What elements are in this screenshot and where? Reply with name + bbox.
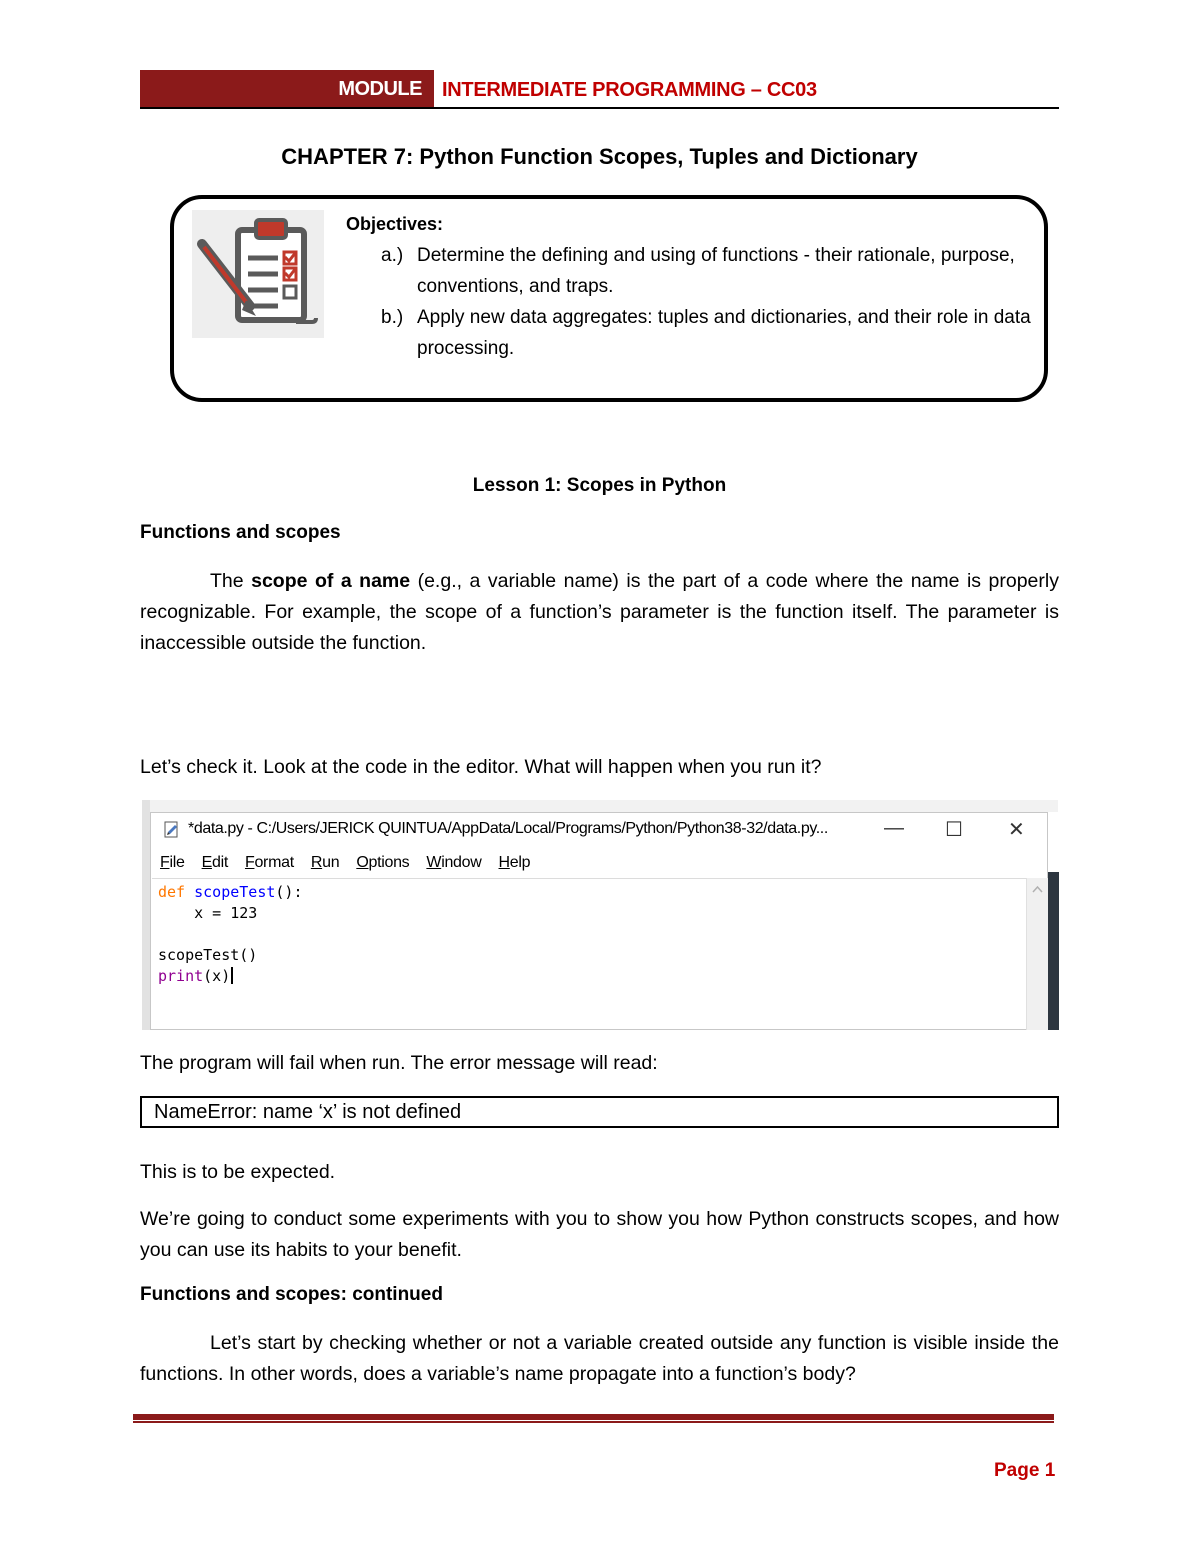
footer-rule-thin xyxy=(133,1421,1054,1423)
code-text: (x) xyxy=(203,967,231,985)
code-keyword: def xyxy=(158,883,186,901)
error-message-box: NameError: name ‘x’ is not defined xyxy=(140,1096,1059,1128)
code-line: scopeTest() xyxy=(158,946,258,964)
menu-help[interactable]: Help xyxy=(498,854,531,871)
header-rule xyxy=(140,107,1059,109)
objective-marker: b.) xyxy=(381,307,404,328)
close-icon[interactable]: ✕ xyxy=(1008,819,1025,841)
editor-window-title: *data.py - C:/Users/JERICK QUINTUA/AppData/Local/Programs/Python/Python38-32/data.py... xyxy=(188,820,828,837)
scope-paragraph xyxy=(140,566,1059,659)
editor-menu-bar xyxy=(160,854,530,872)
module-label: MODULE xyxy=(140,70,434,108)
editor-right-edge xyxy=(1047,872,1059,1030)
editor-prompt: Let’s check it. Look at the code in the editor. What will happen when you run it? xyxy=(140,756,822,778)
text-cursor xyxy=(231,967,233,984)
objective-text: Apply new data aggregates: tuples and dictionaries, and their role in data processing. xyxy=(417,307,1031,359)
python-file-icon xyxy=(163,821,181,839)
objective-item xyxy=(381,302,1031,364)
fail-statement: The program will fail when run. The error message will read: xyxy=(140,1052,658,1074)
course-title: INTERMEDIATE PROGRAMMING – CC03 xyxy=(442,79,817,101)
experiments-paragraph: We’re going to conduct some experiments with you to show you how Python constructs scopes, and how you can use its habits to your benefit. xyxy=(140,1208,1059,1261)
menu-window[interactable]: Window xyxy=(426,854,482,871)
scroll-up-icon[interactable] xyxy=(1027,882,1048,898)
code-function-name: scopeTest xyxy=(194,883,276,901)
scope-continued-paragraph: Let’s start by checking whether or not a variable created outside any function is visible inside the functions. In other words, does a variable’s name propagate into a function’s body? xyxy=(140,1332,1059,1385)
section-heading-continued: Functions and scopes: continued xyxy=(140,1284,443,1305)
expected-statement: This is to be expected. xyxy=(140,1161,336,1183)
menu-edit[interactable]: Edit xyxy=(201,854,228,871)
menu-options[interactable]: Options xyxy=(356,854,410,871)
objectives-heading: Objectives: xyxy=(346,214,444,234)
footer-rule xyxy=(133,1414,1054,1420)
para-rest: (e.g., a variable name) is the part of a code where the name is properly recognizable. For example, the scope of a function’s parameter is the function itself. The parameter is inaccessible outside the function. xyxy=(140,570,1059,654)
editor-scrollbar[interactable] xyxy=(1026,878,1048,1030)
code-line xyxy=(158,882,303,903)
minimize-icon[interactable]: — xyxy=(884,817,904,839)
page-number: Page 1 xyxy=(994,1460,1056,1481)
objective-item xyxy=(381,240,1031,302)
code-line: x = 123 xyxy=(158,904,258,922)
menu-run[interactable]: Run xyxy=(310,854,340,871)
section-heading: Functions and scopes xyxy=(140,522,341,543)
lesson-title: Lesson 1: Scopes in Python xyxy=(472,475,727,496)
objective-marker: a.) xyxy=(381,245,404,266)
editor-left-frame xyxy=(142,800,150,1030)
para-bold-term: scope of a name xyxy=(251,570,411,592)
code-line xyxy=(158,966,233,987)
checklist-clipboard-icon xyxy=(192,210,324,338)
menu-format[interactable]: Format xyxy=(244,854,294,871)
maximize-icon[interactable]: ☐ xyxy=(945,819,963,841)
menu-file[interactable]: File xyxy=(160,854,185,871)
code-builtin: print xyxy=(158,967,204,985)
chapter-title: CHAPTER 7: Python Function Scopes, Tuples and Dictionary xyxy=(281,144,918,169)
para-lead: The xyxy=(210,570,252,592)
objective-text: Determine the defining and using of functions - their rationale, purpose, conventions, and traps. xyxy=(417,245,1015,297)
editor-top-frame xyxy=(142,800,1058,812)
code-text: (): xyxy=(275,883,303,901)
